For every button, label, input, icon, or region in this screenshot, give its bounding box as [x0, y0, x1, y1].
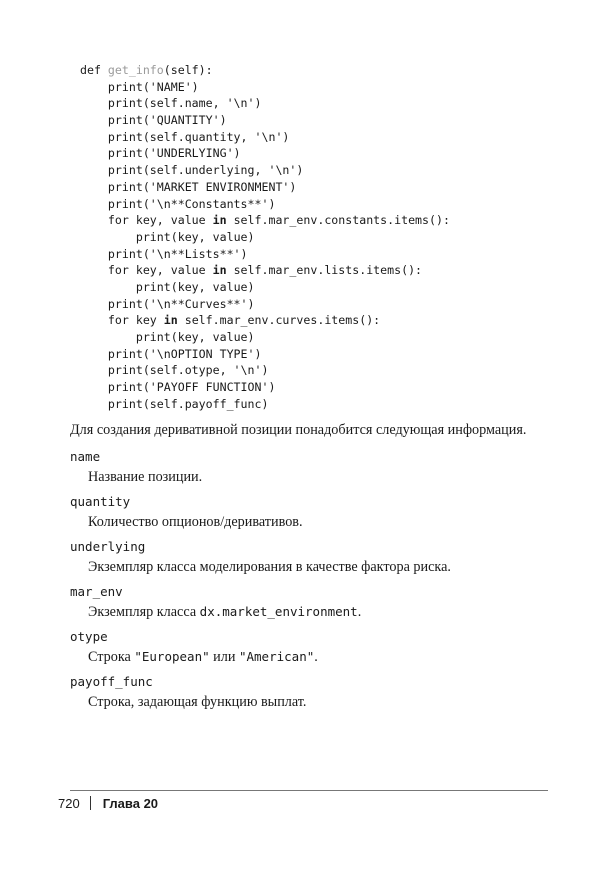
code-line — [80, 162, 450, 179]
code-token: print(key, value) — [135, 330, 255, 344]
code-line — [80, 362, 450, 379]
code-listing — [80, 62, 450, 412]
definition-description — [88, 466, 550, 493]
description-text: Экземпляр класса — [88, 604, 200, 620]
code-line — [80, 179, 450, 196]
code-token: for key, value — [107, 263, 213, 278]
code-token: print('\n**Constants**') — [107, 196, 276, 211]
description-text: Строка — [88, 649, 135, 665]
footer-separator — [90, 796, 91, 810]
code-token: self.mar_env.curves.items(): — [177, 313, 381, 328]
code-token: print('\n**Curves**') — [107, 296, 255, 311]
code-line — [80, 329, 450, 346]
description-text: Количество опционов/деривативов. — [88, 514, 303, 530]
definition-description — [88, 601, 550, 628]
code-line — [80, 312, 450, 329]
chapter-label: Глава 20 — [102, 796, 159, 811]
definition-description — [88, 511, 550, 538]
code-token: print('PAYOFF FUNCTION') — [107, 380, 276, 395]
code-token: in — [212, 213, 227, 228]
code-token: (self): — [163, 63, 213, 77]
code-line — [80, 95, 450, 112]
code-token: for key — [107, 313, 164, 328]
code-token: in — [163, 313, 178, 328]
code-token: self.mar_env.lists.items(): — [226, 263, 423, 278]
code-line — [80, 145, 450, 162]
definition-description — [88, 556, 550, 583]
code-line — [80, 112, 450, 129]
code-token: print(self.name, '\n') — [107, 96, 262, 111]
code-token: print(key, value) — [135, 279, 255, 294]
code-token: get_info — [107, 63, 164, 77]
code-line — [80, 396, 450, 413]
code-token: print('\nOPTION TYPE') — [107, 346, 262, 361]
definition-description — [88, 646, 550, 673]
code-token: print('MARKET ENVIRONMENT') — [107, 179, 297, 194]
inline-code: dx.market_environment — [199, 604, 358, 619]
definition-term: name — [70, 449, 101, 464]
definition-term: payoff_func — [70, 674, 153, 689]
definition-term: underlying — [70, 539, 146, 554]
description-text: или — [209, 649, 239, 665]
footer-rule — [70, 790, 548, 791]
code-token: print(key, value) — [135, 229, 255, 244]
code-token: print('NAME') — [107, 79, 199, 94]
code-line — [80, 62, 450, 79]
description-text: Экземпляр класса моделирования в качестве фактора риска. — [88, 559, 451, 575]
code-token: self.mar_env.constants.items(): — [226, 213, 450, 228]
code-token: print(self.quantity, '\n') — [107, 129, 290, 144]
definition-term: otype — [70, 629, 108, 644]
code-line — [80, 296, 450, 313]
code-line — [80, 229, 450, 246]
code-line — [80, 346, 450, 363]
code-token: print(self.otype, '\n') — [107, 363, 269, 378]
code-token: def — [80, 63, 108, 77]
inline-code: "European" — [134, 649, 210, 664]
code-line — [80, 246, 450, 263]
code-token: print(self.underlying, '\n') — [107, 163, 304, 178]
description-text: . — [314, 649, 318, 665]
inline-code: "American" — [238, 649, 315, 664]
code-line — [80, 196, 450, 213]
code-line — [80, 79, 450, 96]
code-token: print('\n**Lists**') — [107, 246, 248, 261]
code-line — [80, 129, 450, 146]
definition-list — [70, 448, 550, 718]
intro-paragraph: Для создания деривативной позиции понадобится следующая информация. — [70, 422, 527, 438]
code-token: print('QUANTITY') — [107, 113, 227, 128]
code-token: for key, value — [107, 213, 213, 228]
page-number: 720 — [58, 796, 80, 811]
code-line — [80, 262, 450, 279]
definition-term: quantity — [70, 494, 131, 509]
code-line — [80, 379, 450, 396]
code-token: in — [212, 263, 227, 278]
code-token: print(self.payoff_func) — [107, 396, 269, 411]
description-text: . — [357, 604, 362, 620]
page-footer — [58, 796, 158, 811]
code-line — [80, 279, 450, 296]
description-text: Строка, задающая функцию выплат. — [88, 694, 307, 710]
definition-description — [88, 691, 550, 718]
description-text: Название позиции. — [88, 469, 203, 485]
code-line — [80, 212, 450, 229]
definition-term: mar_env — [70, 584, 123, 599]
code-token: print('UNDERLYING') — [107, 146, 241, 161]
